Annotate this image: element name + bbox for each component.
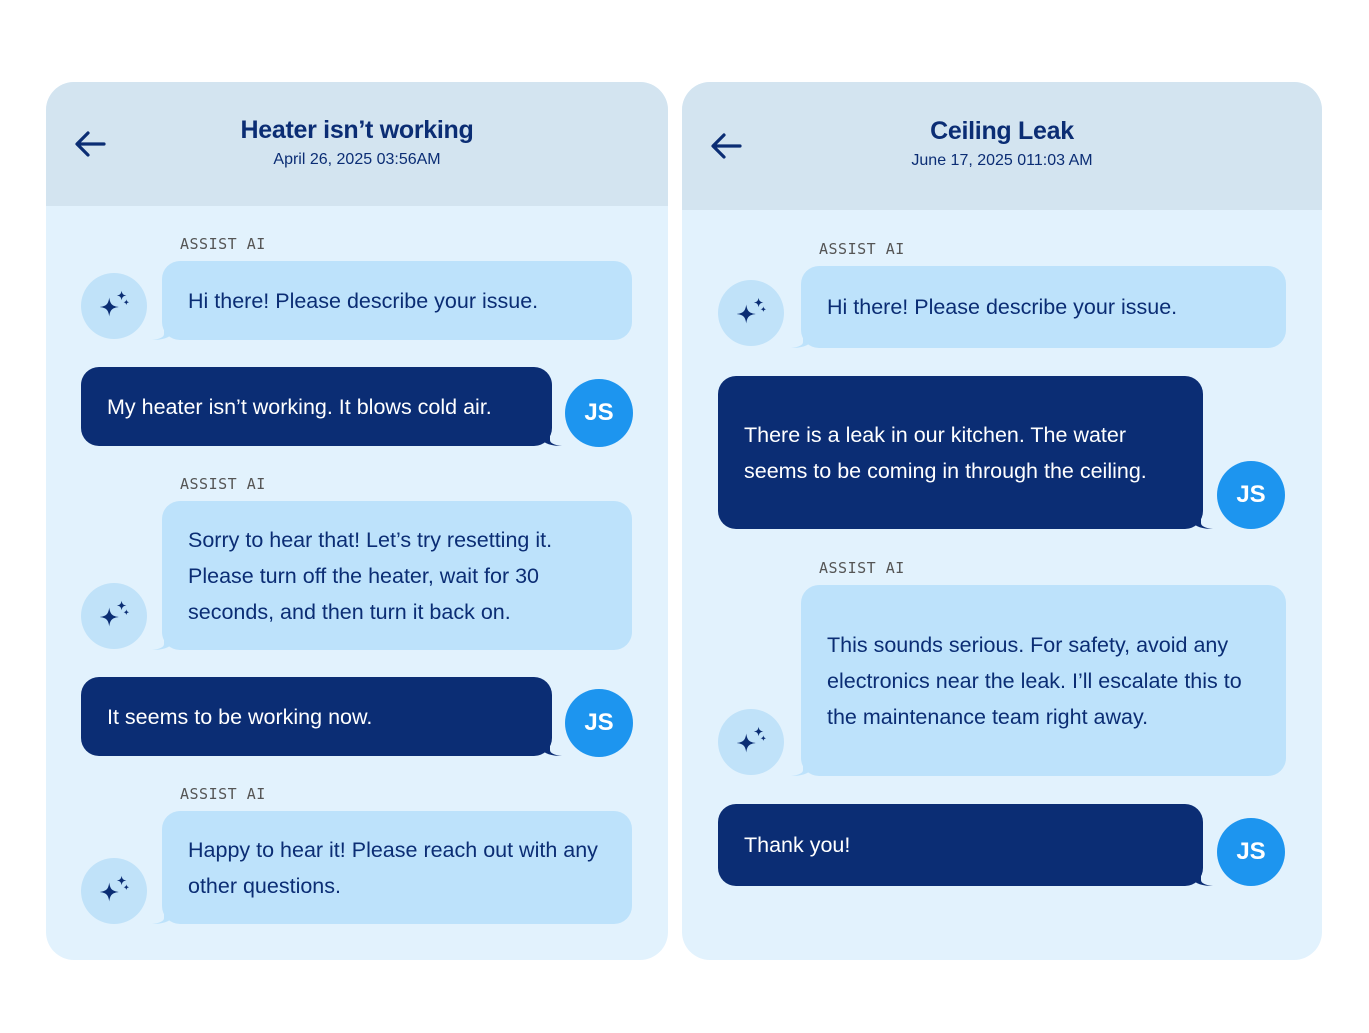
chat-header <box>46 82 668 206</box>
bubble-tail <box>152 632 174 650</box>
message-text: Thank you! <box>744 833 851 857</box>
bubble-tail <box>152 322 174 340</box>
message-text: Happy to hear it! Please reach out with any other questions. <box>188 837 598 898</box>
ai-avatar <box>718 280 784 346</box>
chat-date: June 17, 2025 011:03 AM <box>911 152 1093 169</box>
sparkle-icon <box>95 597 133 635</box>
bubble-tail <box>791 330 813 348</box>
chat-panel-heater <box>46 82 668 960</box>
chat-date: April 26, 2025 03:56AM <box>273 151 441 168</box>
chat-title: Ceiling Leak <box>930 117 1074 145</box>
chat-header <box>682 82 1322 210</box>
sender-label: ASSIST AI <box>180 235 266 253</box>
bubble-tail <box>1191 511 1213 529</box>
sparkle-icon <box>95 287 133 325</box>
sender-label: ASSIST AI <box>819 240 905 258</box>
sender-label: ASSIST AI <box>180 475 266 493</box>
message-text: Hi there! Please describe your issue. <box>188 288 539 313</box>
arrow-left-icon <box>709 132 743 160</box>
message-text: It seems to be working now. <box>107 704 373 729</box>
ai-message-bubble <box>801 266 1286 348</box>
bubble-tail <box>540 428 562 446</box>
back-button[interactable] <box>708 128 744 164</box>
chat-header-text <box>126 116 588 169</box>
chat-panel-ceiling-leak <box>682 82 1322 960</box>
sparkle-icon <box>732 723 770 761</box>
message-text: This sounds serious. For safety, avoid any electronics near the leak. I’ll escalate this to the maintenance team right away. <box>827 632 1242 729</box>
ai-message-bubble <box>162 261 632 340</box>
message-text: There is a leak in our kitchen. The water seems to be coming in through the ceiling. <box>744 422 1147 483</box>
message-text: Sorry to hear that! Let’s try resetting it. Please turn off the heater, wait for 30 seconds, and then turn it back on. <box>188 527 553 624</box>
user-avatar: JS <box>565 379 633 447</box>
ai-avatar <box>81 583 147 649</box>
message-text: My heater isn’t working. It blows cold air. <box>107 394 492 419</box>
bubble-tail <box>791 758 813 776</box>
sparkle-icon <box>95 872 133 910</box>
ai-message-bubble <box>801 585 1286 776</box>
ai-avatar <box>81 273 147 339</box>
ai-avatar <box>81 858 147 924</box>
ai-message-bubble <box>162 811 632 924</box>
user-message-bubble <box>718 376 1203 529</box>
sender-label: ASSIST AI <box>180 785 266 803</box>
ai-message-bubble <box>162 501 632 650</box>
user-message-bubble <box>81 367 552 446</box>
back-button[interactable] <box>72 126 108 162</box>
ai-avatar <box>718 709 784 775</box>
message-text: Hi there! Please describe your issue. <box>827 295 1178 319</box>
bubble-tail <box>1191 868 1213 886</box>
user-message-bubble <box>718 804 1203 886</box>
user-avatar: JS <box>1217 461 1285 529</box>
user-message-bubble <box>81 677 552 756</box>
sender-label: ASSIST AI <box>819 559 905 577</box>
user-avatar: JS <box>1217 818 1285 886</box>
chat-title: Heater isn’t working <box>240 116 474 144</box>
arrow-left-icon <box>73 130 107 158</box>
bubble-tail <box>540 738 562 756</box>
chat-header-text <box>762 117 1242 170</box>
sparkle-icon <box>732 294 770 332</box>
user-avatar: JS <box>565 689 633 757</box>
bubble-tail <box>152 906 174 924</box>
